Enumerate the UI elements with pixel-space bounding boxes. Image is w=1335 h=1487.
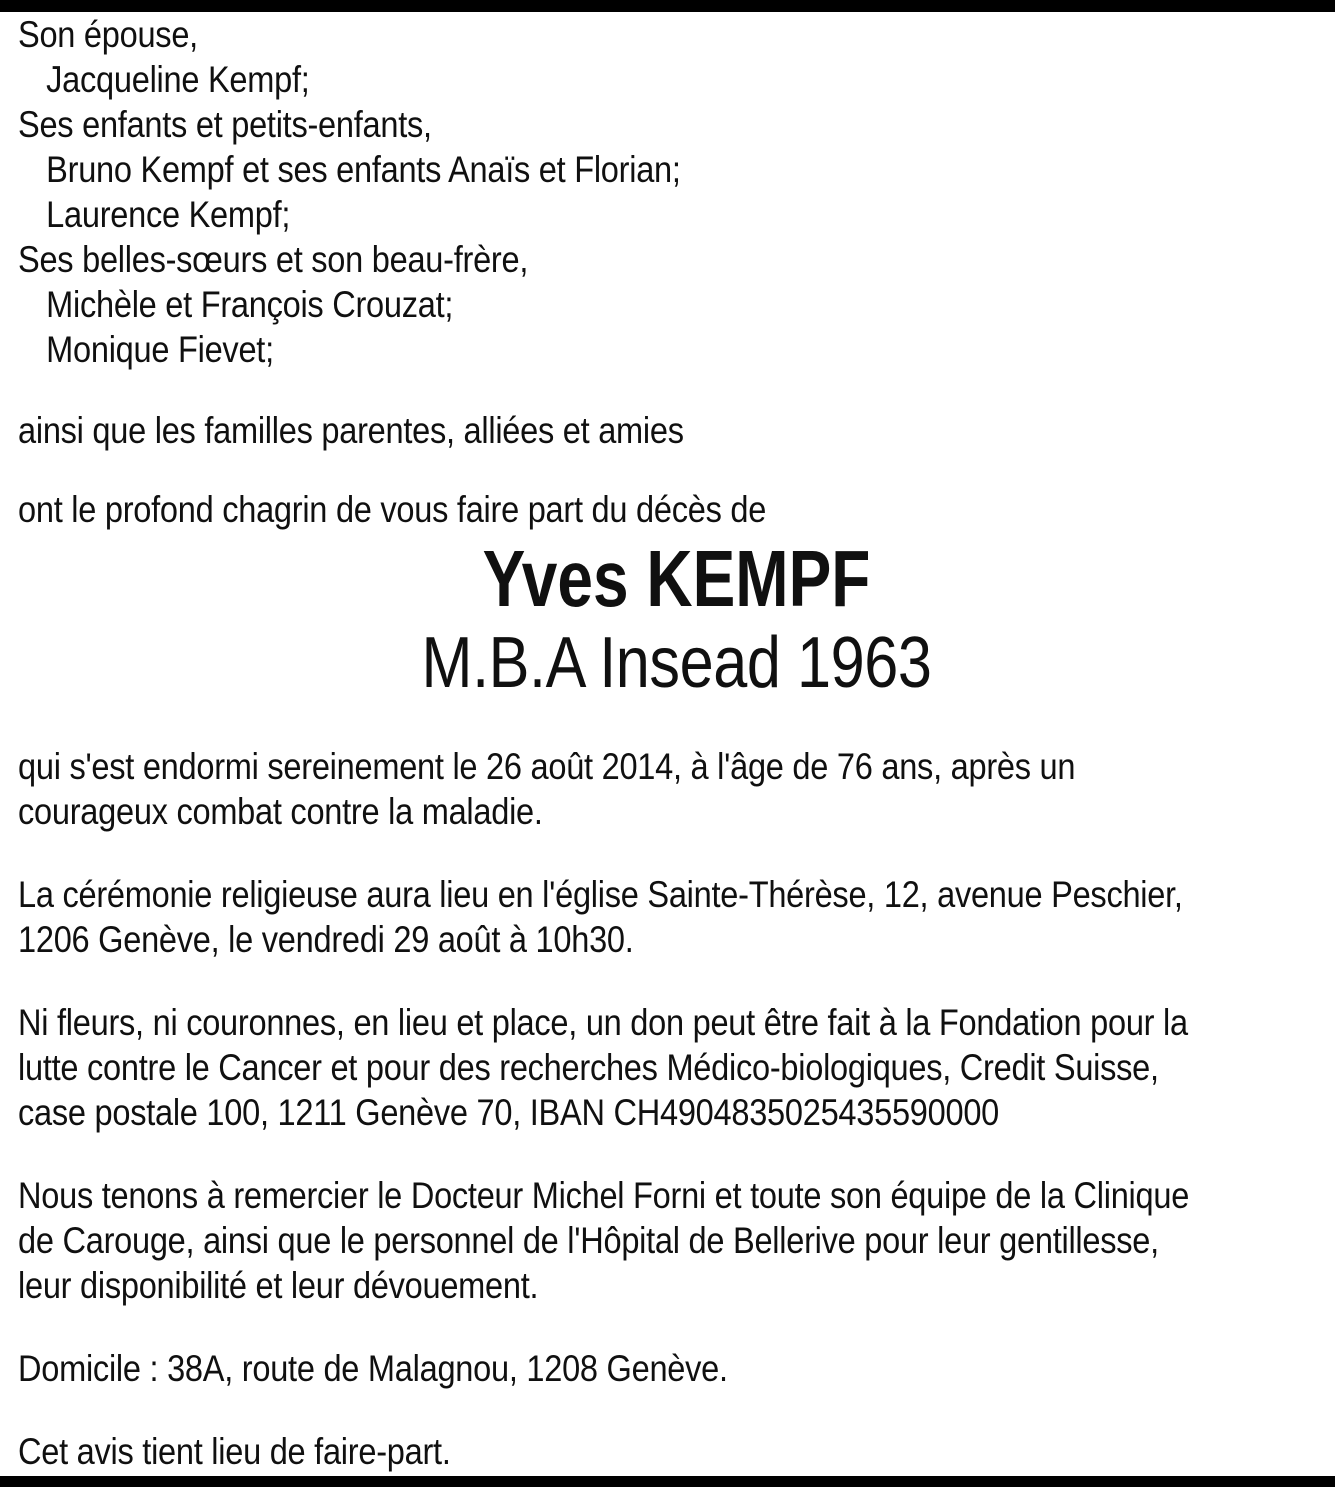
top-border-rule bbox=[0, 0, 1335, 12]
text-line: de Carouge, ainsi que le personnel de l'Hôpital de Bellerive pour leur gentillesse, bbox=[18, 1220, 1159, 1261]
notice-content bbox=[18, 12, 1335, 1474]
text-line: case postale 100, 1211 Genève 70, IBAN CH4904835025435590000 bbox=[18, 1092, 1000, 1133]
deceased-name: Yves KEMPF bbox=[482, 534, 871, 623]
text-line: Cet avis tient lieu de faire-part. bbox=[18, 1431, 451, 1472]
text-line: qui s'est endormi sereinement le 26 août 2014, à l'âge de 76 ans, après un bbox=[18, 746, 1076, 787]
paragraph bbox=[18, 744, 1335, 834]
text-line: Nous tenons à remercier le Docteur Michel Forni et toute son équipe de la Clinique bbox=[18, 1175, 1190, 1216]
text-line: leur disponibilité et leur dévouement. bbox=[18, 1265, 539, 1306]
paragraph bbox=[18, 1000, 1335, 1135]
body-paragraphs bbox=[18, 744, 1335, 1474]
paragraph bbox=[18, 1346, 1335, 1391]
family-line: Monique Fievet; bbox=[46, 329, 274, 370]
text-line: lutte contre le Cancer et pour des recherches Médico-biologiques, Credit Suisse, bbox=[18, 1047, 1159, 1088]
paragraph bbox=[18, 1429, 1335, 1474]
text-line: Domicile : 38A, route de Malagnou, 1208 Genève. bbox=[18, 1348, 728, 1389]
family-list bbox=[18, 12, 1335, 372]
text-line: 1206 Genève, le vendredi 29 août à 10h30. bbox=[18, 919, 634, 960]
text-line: courageux combat contre la maladie. bbox=[18, 791, 543, 832]
announcement-line: ont le profond chagrin de vous faire part du décès de bbox=[18, 489, 767, 530]
family-line: Jacqueline Kempf; bbox=[46, 59, 310, 100]
paragraph bbox=[18, 1173, 1335, 1308]
text-line: La cérémonie religieuse aura lieu en l'église Sainte-Thérèse, 12, avenue Peschier, bbox=[18, 874, 1183, 915]
paragraph bbox=[18, 872, 1335, 962]
family-line: Son épouse, bbox=[18, 14, 198, 55]
family-line: Ses enfants et petits-enfants, bbox=[18, 104, 432, 145]
family-line: Michèle et François Crouzat; bbox=[46, 284, 454, 325]
relatives-line: ainsi que les familles parentes, alliées et amies bbox=[18, 410, 684, 451]
bottom-border-rule bbox=[0, 1476, 1335, 1487]
family-line: Ses belles-sœurs et son beau-frère, bbox=[18, 239, 529, 280]
deceased-title: M.B.A Insead 1963 bbox=[421, 623, 932, 703]
family-line: Laurence Kempf; bbox=[46, 194, 291, 235]
text-line: Ni fleurs, ni couronnes, en lieu et place, un don peut être fait à la Fondation pour la bbox=[18, 1002, 1188, 1043]
family-line: Bruno Kempf et ses enfants Anaïs et Florian; bbox=[46, 149, 681, 190]
